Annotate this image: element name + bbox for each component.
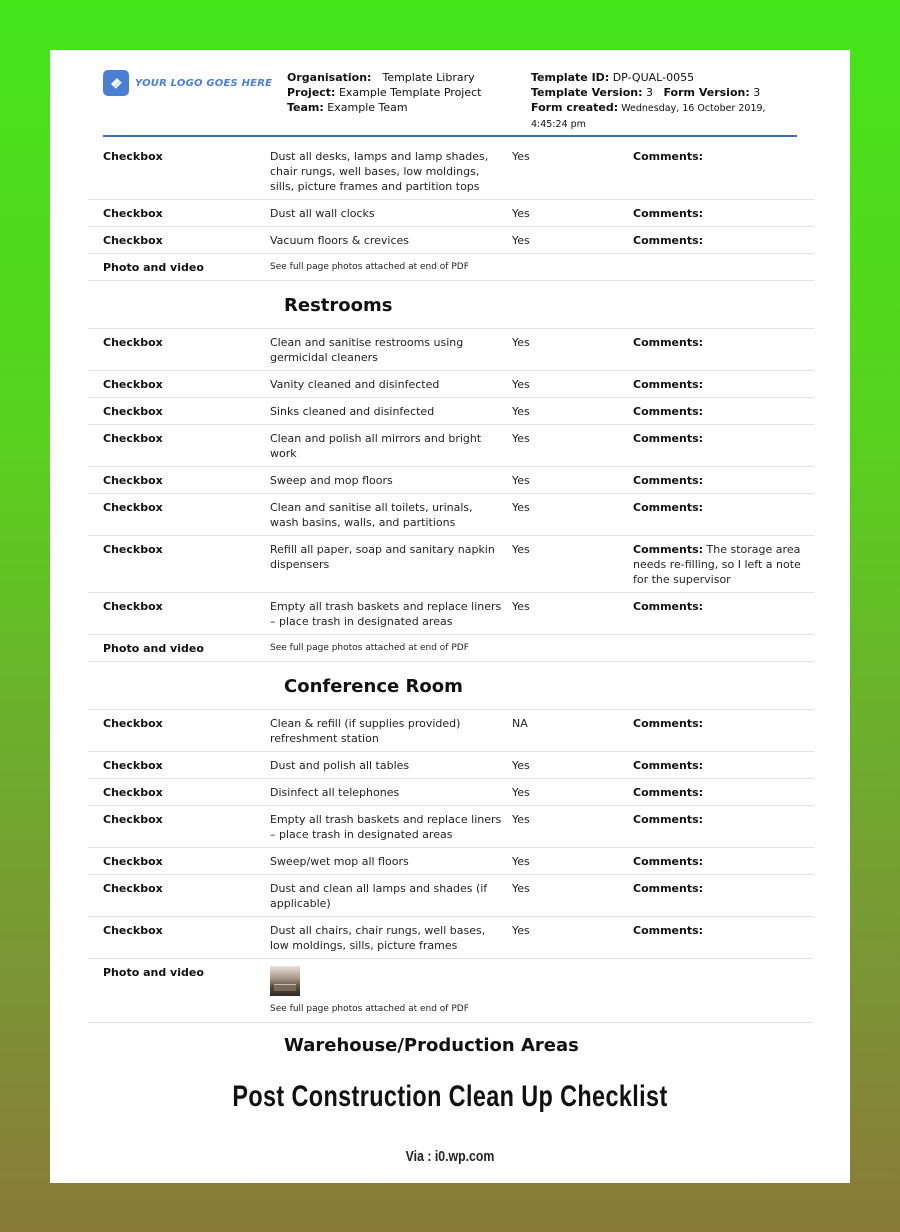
item-text: Sweep and mop floors — [270, 474, 393, 487]
item-text: Clean and sanitise all toilets, urinals, wash basins, walls, and partitions — [270, 501, 473, 529]
project-value: Example Template Project — [335, 86, 482, 99]
item-text: Disinfect all telephones — [270, 786, 400, 799]
comments-cell — [633, 785, 803, 800]
answer-value[interactable]: Yes — [512, 501, 530, 514]
comments-cell — [633, 758, 803, 773]
comments-cell — [633, 599, 803, 629]
row-type: Checkbox — [103, 882, 163, 895]
item-text: Dust all wall clocks — [270, 207, 375, 220]
caption-banner — [50, 1072, 850, 1183]
checklist-row — [88, 917, 814, 959]
comments-label: Comments: — [633, 813, 704, 826]
row-type: Checkbox — [103, 336, 163, 349]
answer-value[interactable]: Yes — [512, 207, 530, 220]
comments-label: Comments: — [633, 717, 704, 730]
header-meta-right — [531, 70, 791, 132]
item-text: Vacuum floors & crevices — [270, 234, 410, 247]
checklist-row — [88, 425, 814, 467]
answer-value[interactable]: Yes — [512, 432, 530, 445]
item-text: Vanity cleaned and disinfected — [270, 378, 440, 391]
photo-note: See full page photos attached at end of PDF — [270, 262, 469, 272]
answer-value[interactable]: Yes — [512, 759, 530, 772]
answer-value[interactable] — [512, 641, 633, 656]
logo-icon — [103, 70, 129, 96]
section-heading-restrooms: Restrooms — [88, 281, 814, 329]
logo — [103, 70, 272, 96]
comments-label: Comments: — [633, 543, 704, 556]
template-id-value: DP-QUAL-0055 — [609, 71, 695, 84]
template-id-label: Template ID: — [531, 71, 610, 84]
row-type: Checkbox — [103, 786, 163, 799]
row-type: Checkbox — [103, 924, 163, 937]
comments-label: Comments: — [633, 234, 704, 247]
section-heading-conference-room: Conference Room — [88, 662, 814, 710]
checklist-row — [88, 779, 814, 806]
photo-row — [88, 959, 814, 1023]
item-text: Clean & refill (if supplies provided) refreshment station — [270, 717, 461, 745]
item-text: Dust all desks, lamps and lamp shades, chair rungs, well bases, low moldings, sills, picture frames and partition tops — [270, 150, 489, 193]
item-text: Dust and clean all lamps and shades (if applicable) — [270, 882, 488, 910]
comments-cell — [633, 404, 803, 419]
photo-note: See full page photos attached at end of PDF — [270, 643, 469, 653]
row-type: Checkbox — [103, 207, 163, 220]
comments-cell — [633, 812, 803, 842]
header-divider — [103, 135, 797, 137]
answer-value[interactable]: Yes — [512, 543, 530, 556]
answer-value[interactable]: Yes — [512, 405, 530, 418]
checklist-row — [88, 329, 814, 371]
banner-source: Via : i0.wp.com — [405, 1148, 495, 1165]
form-created-label: Form created: — [531, 101, 619, 114]
comments-cell — [633, 206, 803, 221]
checklist-row — [88, 593, 814, 635]
row-type: Checkbox — [103, 813, 163, 826]
comments-label: Comments: — [633, 432, 704, 445]
row-type: Checkbox — [103, 378, 163, 391]
checklist-row — [88, 536, 814, 593]
section-heading-next: Warehouse/Production Areas — [284, 1035, 579, 1056]
row-type: Checkbox — [103, 600, 163, 613]
checklist-row — [88, 200, 814, 227]
comments-cell — [633, 923, 803, 953]
project-label: Project: — [287, 86, 336, 99]
item-text: Clean and polish all mirrors and bright work — [270, 432, 482, 460]
row-type: Checkbox — [103, 150, 163, 163]
comments-label: Comments: — [633, 150, 704, 163]
comments-label: Comments: — [633, 759, 704, 772]
item-text: Sweep/wet mop all floors — [270, 855, 409, 868]
row-type: Photo and video — [103, 261, 204, 274]
answer-value[interactable]: Yes — [512, 336, 530, 349]
checklist-row — [88, 143, 814, 200]
row-type: Checkbox — [103, 855, 163, 868]
answer-value[interactable]: Yes — [512, 924, 530, 937]
checklist-row — [88, 494, 814, 536]
comments-label: Comments: — [633, 786, 704, 799]
comments-label: Comments: — [633, 855, 704, 868]
item-text: Empty all trash baskets and replace liners – place trash in designated areas — [270, 600, 502, 628]
row-type: Checkbox — [103, 759, 163, 772]
form-version-label: Form Version: — [663, 86, 750, 99]
row-type: Checkbox — [103, 234, 163, 247]
checklist-row — [88, 710, 814, 752]
answer-value[interactable]: NA — [512, 717, 528, 730]
comments-label: Comments: — [633, 501, 704, 514]
comments-label: Comments: — [633, 924, 704, 937]
banner-title: Post Construction Clean Up Checklist — [232, 1080, 668, 1113]
checklist-row — [88, 875, 814, 917]
row-type: Checkbox — [103, 405, 163, 418]
photo-note: See full page photos attached at end of PDF — [270, 1004, 469, 1014]
photo-cell — [270, 965, 512, 1017]
comments-cell — [633, 500, 803, 530]
answer-value[interactable]: Yes — [512, 786, 530, 799]
answer-value[interactable]: Yes — [512, 378, 530, 391]
comments-cell — [633, 377, 803, 392]
comments-cell — [633, 335, 803, 365]
item-text: Dust and polish all tables — [270, 759, 410, 772]
row-type: Checkbox — [103, 474, 163, 487]
item-text: Sinks cleaned and disinfected — [270, 405, 435, 418]
photo-row — [88, 254, 814, 281]
comment-text: The storage area needs re-filling, so I left a note for the supervisor — [633, 543, 801, 586]
rows-restrooms — [88, 329, 814, 662]
row-type: Photo and video — [103, 642, 204, 655]
team-value: Example Team — [323, 101, 408, 114]
checklist-row — [88, 398, 814, 425]
row-type: Photo and video — [103, 966, 204, 979]
answer-value[interactable]: Yes — [512, 813, 530, 826]
answer-value[interactable]: Yes — [512, 882, 530, 895]
rows-conference — [88, 710, 814, 959]
checklist-row — [88, 848, 814, 875]
comments-cell — [633, 641, 803, 656]
checklist-row — [88, 752, 814, 779]
comments-cell — [633, 881, 803, 911]
photo-thumbnail[interactable] — [270, 966, 300, 996]
answer-value[interactable]: Yes — [512, 150, 530, 163]
row-type: Checkbox — [103, 717, 163, 730]
checklist-row — [88, 467, 814, 494]
row-type: Checkbox — [103, 432, 163, 445]
checklist-body — [88, 143, 814, 1056]
comments-cell — [633, 473, 803, 488]
document-header — [50, 50, 850, 140]
template-version-value: 3 — [642, 86, 653, 99]
answer-value[interactable]: Yes — [512, 600, 530, 613]
comments-label: Comments: — [633, 474, 704, 487]
template-version-label: Template Version: — [531, 86, 643, 99]
answer-value[interactable]: Yes — [512, 474, 530, 487]
checklist-row — [88, 371, 814, 398]
form-created-value: Wednesday, 16 October 2019, 4:45:24 pm — [531, 103, 766, 130]
comments-cell — [633, 431, 803, 461]
item-text: Dust all chairs, chair rungs, well bases, low moldings, sills, picture frames — [270, 924, 486, 952]
row-type: Checkbox — [103, 501, 163, 514]
answer-value[interactable]: Yes — [512, 234, 530, 247]
row-type: Checkbox — [103, 543, 163, 556]
checklist-row — [88, 806, 814, 848]
answer-value[interactable]: Yes — [512, 855, 530, 868]
comments-cell — [633, 716, 803, 746]
checklist-row — [88, 227, 814, 254]
comments-cell — [633, 542, 803, 587]
item-text: Clean and sanitise restrooms using germicidal cleaners — [270, 336, 464, 364]
comments-label: Comments: — [633, 336, 704, 349]
header-meta-left — [287, 70, 507, 115]
comments-cell — [633, 149, 803, 194]
comments-cell — [633, 233, 803, 248]
comments-label: Comments: — [633, 405, 704, 418]
checklist-document — [50, 50, 850, 1183]
comments-label: Comments: — [633, 882, 704, 895]
comments-label: Comments: — [633, 600, 704, 613]
comments-cell — [633, 854, 803, 869]
team-label: Team: — [287, 101, 324, 114]
comments-cell — [633, 260, 803, 275]
organisation-label: Organisation: — [287, 71, 372, 84]
answer-value[interactable] — [512, 260, 633, 275]
logo-text: YOUR LOGO GOES HERE — [135, 77, 273, 89]
photo-row — [88, 635, 814, 662]
form-version-value: 3 — [749, 86, 761, 99]
item-text: Empty all trash baskets and replace liners – place trash in designated areas — [270, 813, 502, 841]
item-text: Refill all paper, soap and sanitary napkin dispensers — [270, 543, 495, 571]
comments-label: Comments: — [633, 207, 704, 220]
organisation-value: Template Library — [371, 71, 475, 84]
rows-top — [88, 143, 814, 281]
comments-label: Comments: — [633, 378, 704, 391]
